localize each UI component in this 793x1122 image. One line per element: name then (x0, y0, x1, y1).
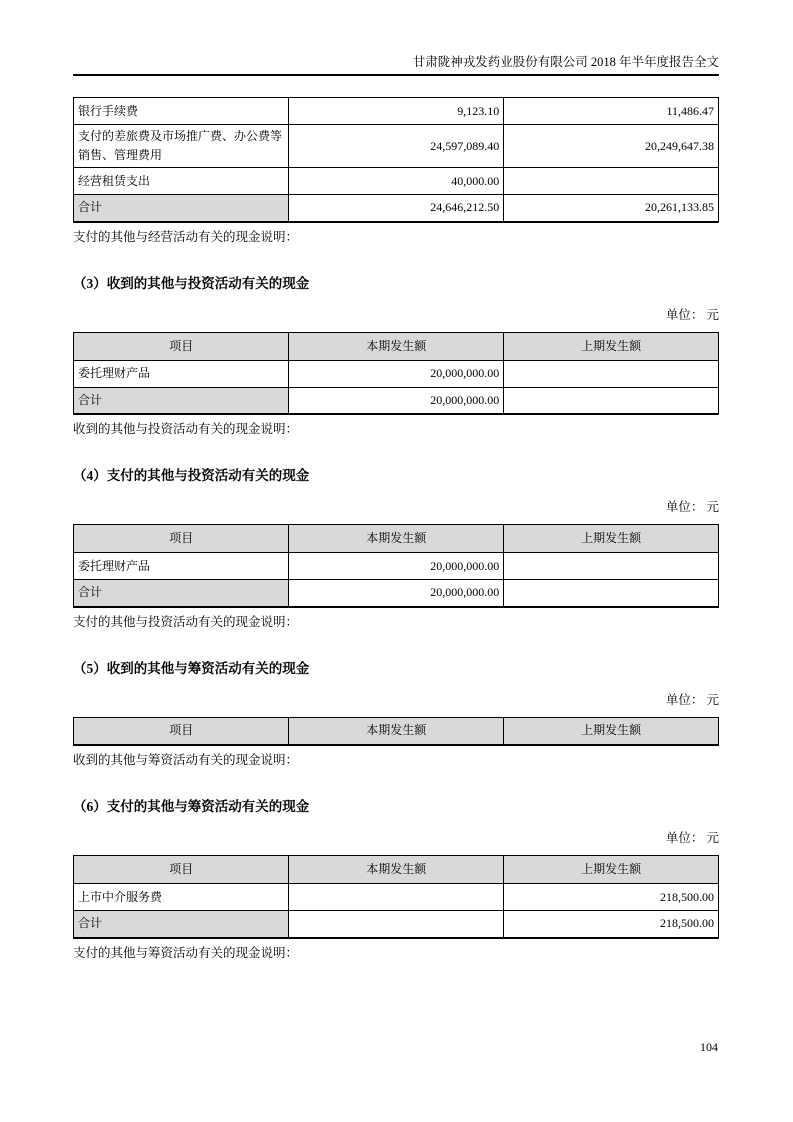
column-header-item: 项目 (74, 717, 289, 745)
table-row (74, 884, 719, 911)
page-number: 104 (700, 1040, 718, 1054)
row-current-cell (289, 884, 504, 911)
page-header (73, 55, 719, 76)
paid-financing-cash-table (73, 855, 719, 939)
section-heading-5: （5）收到的其他与筹资活动有关的现金 (73, 660, 310, 676)
total-current-cell: 24,646,212.50 (289, 195, 504, 222)
row-prior-cell (504, 360, 719, 387)
row-item-cell: 委托理财产品 (74, 553, 289, 580)
row-item-cell: 上市中介服务费 (74, 884, 289, 911)
column-header-item: 项目 (74, 525, 289, 553)
table-row (74, 553, 719, 580)
total-current-cell (289, 911, 504, 938)
total-label-cell: 合计 (74, 911, 289, 938)
column-header-current: 本期发生额 (289, 525, 504, 553)
paid-investing-cash-table (73, 524, 719, 608)
section-heading-3: （3）收到的其他与投资活动有关的现金 (73, 275, 310, 291)
row-prior-cell (504, 168, 719, 195)
row-prior-cell: 20,249,647.38 (504, 125, 719, 168)
report-title: 甘肃陇神戎发药业股份有限公司 2018 年半年度报告全文 (412, 55, 719, 69)
column-header-prior: 上期发生额 (504, 856, 719, 884)
column-header-prior: 上期发生额 (504, 717, 719, 745)
note-text: 支付的其他与筹资活动有关的现金说明： (73, 945, 299, 960)
table-row (74, 98, 719, 125)
note-text: 收到的其他与筹资活动有关的现金说明： (73, 753, 299, 767)
note-text: 收到的其他与投资活动有关的现金说明： (73, 422, 299, 436)
column-header-prior: 上期发生额 (504, 332, 719, 360)
row-current-cell: 9,123.10 (289, 98, 504, 125)
unit-label: 单位： 元 (665, 307, 719, 322)
row-item-cell: 经营租赁支出 (74, 168, 289, 195)
section-heading-6: （6）支付的其他与筹资活动有关的现金 (73, 799, 310, 814)
total-row (74, 195, 719, 222)
row-current-cell: 24,597,089.40 (289, 125, 504, 168)
column-header-item: 项目 (74, 332, 289, 360)
total-label-cell: 合计 (74, 387, 289, 414)
note-text: 支付的其他与经营活动有关的现金说明： (73, 229, 299, 244)
row-current-cell: 40,000.00 (289, 168, 504, 195)
table-row (74, 168, 719, 195)
row-item-cell: 支付的差旅费及市场推广费、办公费等销售、管理费用 (74, 125, 289, 168)
unit-label: 单位： 元 (665, 831, 719, 845)
column-header-current: 本期发生额 (289, 332, 504, 360)
row-item-cell: 银行手续费 (74, 98, 289, 125)
section-heading-4: （4）支付的其他与投资活动有关的现金 (73, 468, 310, 483)
total-row (74, 580, 719, 607)
total-prior-cell (504, 387, 719, 414)
table-row (74, 125, 719, 168)
column-header-current: 本期发生额 (289, 856, 504, 884)
header-row (74, 332, 719, 360)
unit-label: 单位： 元 (665, 500, 719, 514)
note-text: 支付的其他与投资活动有关的现金说明： (73, 614, 299, 629)
total-prior-cell (504, 580, 719, 607)
header-row (74, 717, 719, 745)
row-current-cell: 20,000,000.00 (289, 553, 504, 580)
unit-label: 单位： 元 (665, 692, 719, 707)
column-header-item: 项目 (74, 856, 289, 884)
received-financing-cash-table (73, 717, 719, 747)
total-row (74, 387, 719, 414)
header-row (74, 856, 719, 884)
operating-cash-table (73, 97, 719, 223)
total-label-cell: 合计 (74, 580, 289, 607)
row-prior-cell: 11,486.47 (504, 98, 719, 125)
row-current-cell: 20,000,000.00 (289, 360, 504, 387)
table-row (74, 360, 719, 387)
received-investing-cash-table (73, 332, 719, 416)
total-current-cell: 20,000,000.00 (289, 387, 504, 414)
total-row (74, 911, 719, 938)
total-current-cell: 20,000,000.00 (289, 580, 504, 607)
row-prior-cell (504, 553, 719, 580)
column-header-current: 本期发生额 (289, 717, 504, 745)
total-prior-cell: 218,500.00 (504, 911, 719, 938)
total-label-cell: 合计 (74, 195, 289, 222)
total-prior-cell: 20,261,133.85 (504, 195, 719, 222)
header-row (74, 525, 719, 553)
row-item-cell: 委托理财产品 (74, 360, 289, 387)
row-prior-cell: 218,500.00 (504, 884, 719, 911)
column-header-prior: 上期发生额 (504, 525, 719, 553)
